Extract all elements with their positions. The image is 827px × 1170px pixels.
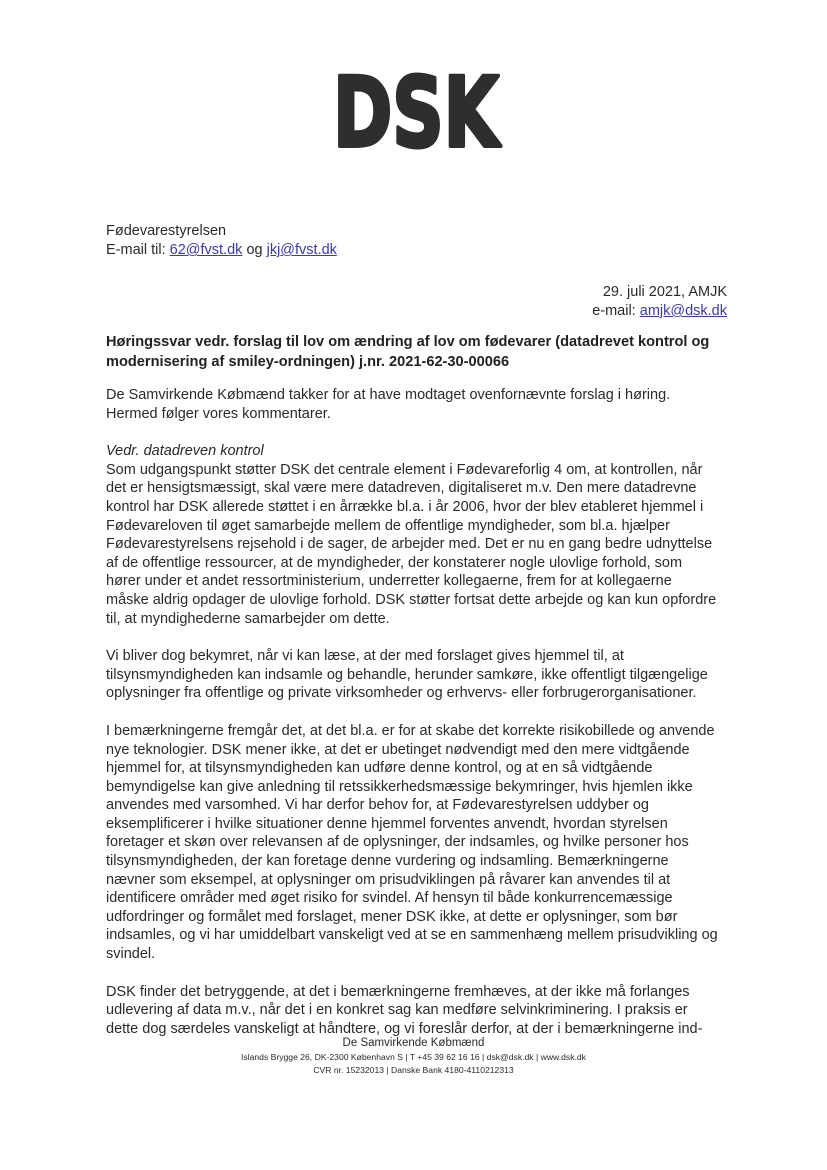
footer-address: Islands Brygge 26, DK-2300 København S | T +45 39 62 16 16 | dsk@dsk.dk | www.dsk.dk: [241, 1052, 586, 1062]
letter-subject: Høringssvar vedr. forslag til lov om ændring af lov om fødevarer (datadrevet kontrol og modernisering af smiley-ordningen) j.nr. 2021-62-30-00066: [106, 334, 710, 370]
footer-org-name: De Samvirkende Købmænd: [342, 1037, 485, 1049]
svg-text:DSK: DSK: [333, 57, 502, 169]
recipient-email-link-1[interactable]: 62@fvst.dk: [169, 242, 243, 258]
sender-email-link[interactable]: amjk@dsk.dk: [639, 303, 727, 319]
letter-footer: [0, 1035, 827, 1076]
paragraph-4: DSK finder det betryggende, at det i bemærkningerne fremhæves, at der ikke må forlanges udlevering af data m.v., når det i en konkret sag kan medføre selvinkriminering. I praksis er dette dog særdeles vanskeligt at håndtere, og vi foreslår derfor, at der i bemærkningerne ind-: [106, 983, 703, 1037]
paragraph-2: Vi bliver dog bekymret, når vi kan læse, at der med forslaget gives hjemmel til, at tilsynsmyndigheden kan indsamle og behandle, herunder samkøre, ikke offentligt tilgængelige oplysninger fra offentlige og private virksomheder og erhvervs- eller forbrugerorganisationer.: [106, 648, 708, 702]
recipient-email-link-2[interactable]: jkj@fvst.dk: [266, 242, 337, 258]
dsk-logo: [330, 57, 502, 169]
recipient-emails: [106, 241, 337, 260]
sender-email-label: e-mail:: [592, 303, 636, 319]
paragraph-3: I bemærkningerne fremgår det, at det bl.a. er for at skabe det korrekte risikobillede og anvende nye teknologier. DSK mener ikke, at det er ubetinget nødvendigt med den mere vidtgående hjemmel for, at tilsynsmyndigheden kan udføre denne kontrol, og at en så vidtgående bemyndigelse kan give anledning til retssikkerhedsmæssige bekymringer, hvis hjemlen ikke anvendes med varsomhed. Vi har derfor behov for, at Fødevarestyrelsen uddyber og eksemplificerer i hvilke situationer denne hjemmel forventes anvendt, hvordan styrelsen foretager et skøn over relevansen af de oplysninger, der indsamles, og hvilke personer hos tilsynsmyndigheden, der kan foretage denne vurdering og indsamling. Bemærkningerne nævner som eksempel, at oplysninger om prisudviklingen på råvarer kan anvendes til at identificere områder med øget risiko for svindel. Af hensyn til både konkurrencemæssige udfordringer og formålet med forslaget, mener DSK ikke, at dette er oplysninger, som bør indsamles, og vi har umiddelbart vanskeligt ved at se en sammenhæng mellem prisudvikling og svindel.: [106, 722, 718, 963]
letter-body: [106, 386, 718, 1057]
recipient-email-label: E-mail til:: [106, 242, 166, 258]
section-heading: Vedr. datadreven kontrol: [106, 443, 264, 460]
sender-email: [592, 302, 727, 321]
dsk-logo-icon: [330, 57, 502, 169]
intro-paragraph: De Samvirkende Købmænd takker for at have modtaget ovenfornævnte forslag i høring. Hermed følger vores kommentarer.: [106, 387, 671, 422]
recipient-email-connector: og: [246, 242, 263, 258]
footer-registry: CVR nr. 15232013 | Danske Bank 4180-4110212313: [313, 1064, 514, 1075]
recipient-block: [106, 222, 337, 260]
letter-date: 29. juli 2021, AMJK: [602, 284, 727, 300]
recipient-name: Fødevarestyrelsen: [106, 223, 227, 239]
date-block: [592, 283, 727, 321]
paragraph-1: Som udgangspunkt støtter DSK det centrale element i Fødevareforlig 4 om, at kontrollen, når det er hensigtsmæssigt, skal være mere datadreven, digitaliseret m.v. Den mere datadrevne kontrol har DSK allerede støttet i en årrække bl.a. i år 2006, hvor der blev etableret hjemmel i Fødevareloven til øget samarbejde mellem de offentlige myndigheder, som bl.a. hjælper Fødevarestyrelsens rejsehold i de sager, de arbejder med. Det er nu en gang bedre udnyttelse af de offentlige ressourcer, at de myndigheder, der konstaterer nogle ulovlige forhold, som hører under et andet ressortministerium, underretter kollegaerne, frem for at kollegaerne måske aldrig opdager de ulovlige forhold. DSK støtter fortsat dette arbejde og kan kun opfordre til, at myndighederne samarbejder om dette.: [106, 461, 717, 627]
